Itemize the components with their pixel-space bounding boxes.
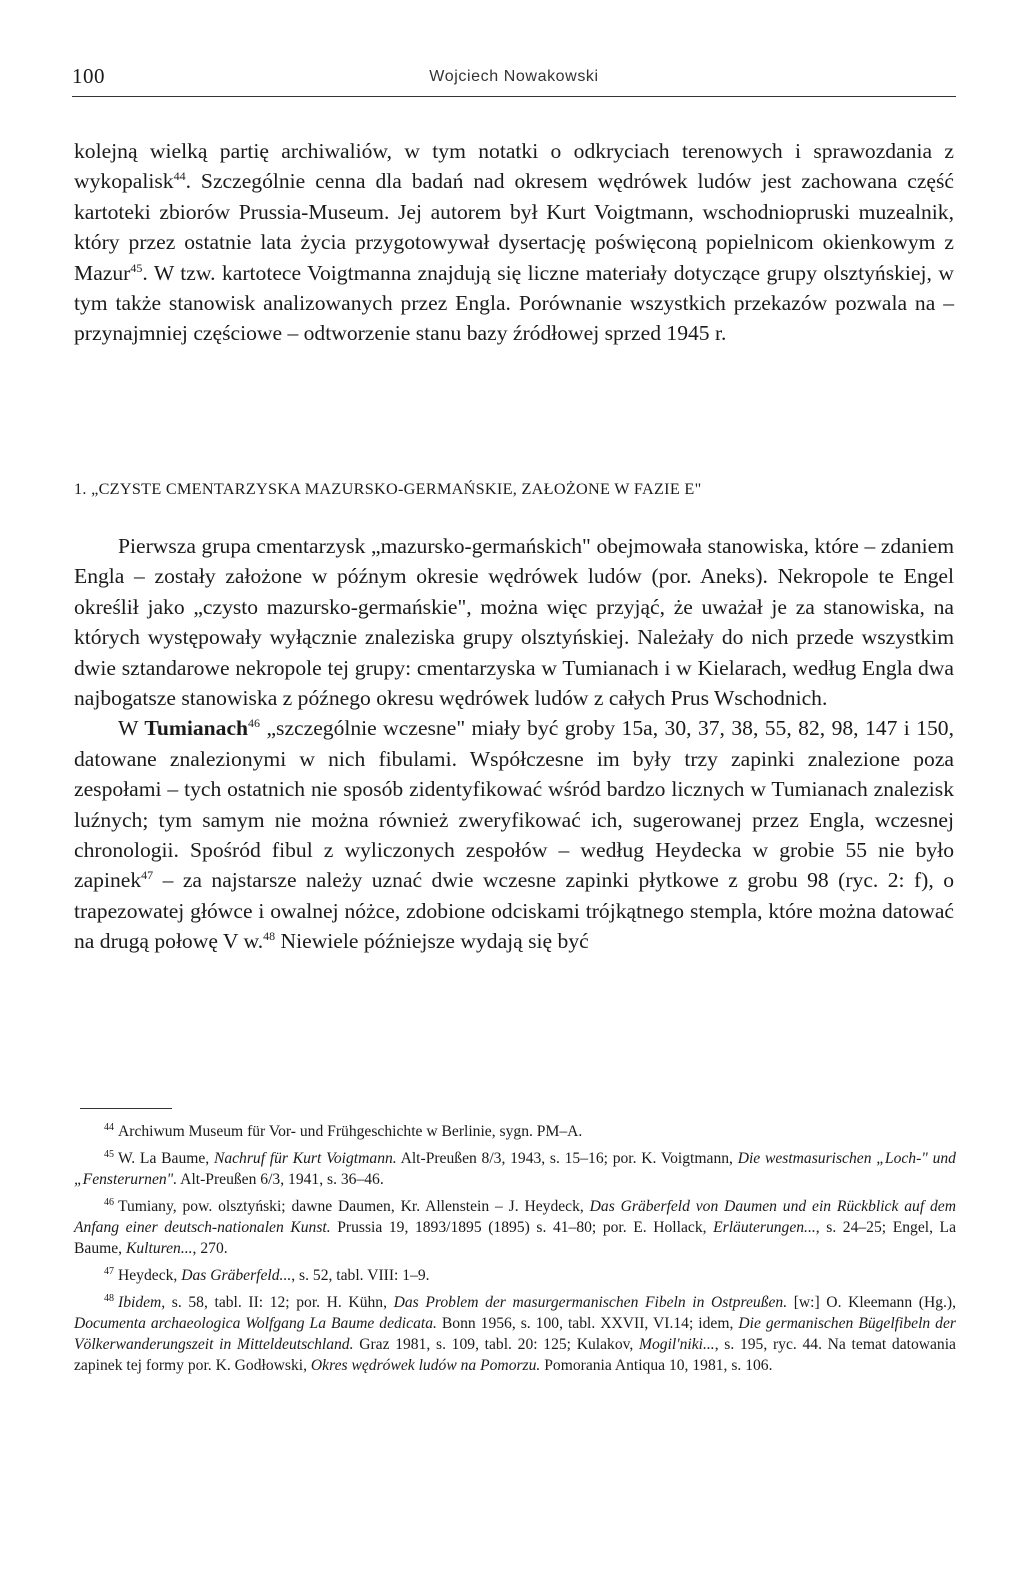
para2-text-1: „szczególnie wczesne" miały być groby 15a, 30, 37, 38, 55, 82, 98, 147 i 150, datowane znalezionymi w nich fibulami. Współczesne im były trzy zapinki znalezione poza zespołami – tych ostatnich nie sposób zidentyfikować wśród bardzo licznych w Tumianach znalezisk luźnych; tym samym nie można również zweryfikować ich, sugerowanej przez Engla, wczesnej chronologii. Spośród fibul z wyliczonych zespołów – według Heydecka w grobie 55 nie było zapinek bbox=[74, 716, 955, 893]
footnote-ref-48: 48 bbox=[263, 929, 276, 944]
footnote-text: Prussia 19, 1893/1895 (1895) s. 41–80; por. E. Hollack, bbox=[330, 1219, 714, 1236]
footnote-text: , s. 52, tabl. VIII: 1–9. bbox=[291, 1267, 430, 1284]
footnote-divider bbox=[80, 1108, 172, 1109]
place-name-tumiany: Tumianach bbox=[144, 716, 249, 741]
citation-title: Die westmasurischen „Loch-" und „Fensterurnen". bbox=[74, 1150, 956, 1188]
footnote-text: Bonn 1956, s. 100, tabl. XXVII, VI.14; idem, bbox=[436, 1315, 739, 1332]
footnote-text: Pomorania Antiqua 10, 1981, s. 106. bbox=[540, 1357, 773, 1374]
footnote-text: Alt-Preußen 8/3, 1943, s. 15–16; por. K. Voigtmann, bbox=[396, 1150, 738, 1167]
footnote-46 bbox=[74, 1192, 956, 1259]
footnote-number: 46 bbox=[104, 1197, 114, 1208]
footnote-47 bbox=[74, 1261, 956, 1286]
intro-text-3: . W tzw. kartotece Voigtmanna znajdują się liczne materiały dotyczące grupy olsztyńskiej, w tym także stanowisk analizowanych przez Engla. Porównanie wszystkich przekazów pozwala na – przynajmniej częściowe – odtworzenie stanu bazy źródłowej sprzed 1945 r. bbox=[74, 260, 954, 346]
intro-text-2: . Szczególnie cenna dla badań nad okresem wędrówek ludów jest zachowana część kartoteki zbiorów Prussia-Museum. Jej autorem był Kurt Voigtmann, wschodniopruski muzealnik, który przez ostatnie lata życia przygotowywał dysertację poświęconą popielnicom okienkowym z Mazur bbox=[74, 169, 954, 285]
citation-title: Ibidem, bbox=[118, 1294, 166, 1311]
footnote-text: [w:] O. Kleemann (Hg.), bbox=[787, 1294, 957, 1311]
footnote-text: Graz 1981, s. 109, tabl. 20: 125; Kulakov, bbox=[353, 1336, 640, 1353]
footnote-ref-47: 47 bbox=[141, 868, 154, 883]
intro-paragraph bbox=[74, 136, 954, 349]
footnote-text: , 270. bbox=[192, 1240, 228, 1257]
footnote-text: , s. 195, ryc. 44. Na temat datowania zapinek tej formy por. K. Godłowski, bbox=[74, 1336, 956, 1374]
para2-lead: W bbox=[118, 716, 145, 741]
footnotes bbox=[74, 1117, 956, 1378]
footnote-44 bbox=[74, 1117, 956, 1142]
intro-text-1: kolejną wielką partię archiwaliów, w tym notatki o odkryciach terenowych i sprawozdania z wykopalisk bbox=[74, 139, 954, 194]
paragraph-1: Pierwsza grupa cmentarzysk „mazursko-germańskich" obejmowała stanowiska, które – zdaniem Engla – zostały założone w późnym okresie wędrówek ludów (por. Aneks). Nekropole te Engel określił jako „czysto mazursko-germańskie", można więc przyjąć, że uważał je za stanowiska, na których występowały wyłącznie znaleziska grupy olsztyńskiej. Należały do nich przede wszystkim dwie sztandarowe nekropole tej grupy: cmentarzyska w Tumianach i w Kielarach, według Engla dwa najbogatsze stanowiska z późnego okresu wędrówek ludów z całych Prus Wschodnich. bbox=[74, 534, 954, 711]
page-number: 100 bbox=[72, 64, 105, 88]
footnote-text: , s. 24–25; Engel, La Baume, bbox=[74, 1219, 956, 1257]
footnote-48 bbox=[74, 1288, 956, 1376]
para2-text-2: – za najstarsze należy uznać dwie wczesne zapinki płytkowe z grobu 98 (ryc. 2: f), o trapezowatej główce i owalnej nóżce, zdobione odciskami trójkątnego stempla, które można datować na drugą połowę V w. bbox=[74, 868, 954, 954]
footnote-text: s. 58, tabl. II: 12; por. H. Kühn, bbox=[165, 1294, 394, 1311]
citation-title: Mogil'niki... bbox=[639, 1336, 715, 1353]
footnote-text: Tumiany, pow. olsztyński; dawne Daumen, Kr. Allenstein – J. Heydeck, bbox=[118, 1198, 590, 1215]
citation-title: Die germanischen Bügelfibeln der Völkerwanderungszeit in Mitteldeutschland. bbox=[74, 1315, 956, 1353]
page-header bbox=[72, 62, 956, 97]
citation-title: Das Gräberfeld von Daumen und ein Rückblick auf dem Anfang einer deutsch-nationalen Kunst. bbox=[74, 1198, 956, 1236]
footnote-text: Alt-Preußen 6/3, 1941, s. 36–46. bbox=[177, 1171, 384, 1188]
main-text bbox=[74, 531, 954, 957]
footnote-text: Heydeck, bbox=[118, 1267, 182, 1284]
footnote-ref-45: 45 bbox=[130, 260, 143, 275]
footnote-ref-46: 46 bbox=[248, 716, 261, 731]
footnote-number: 47 bbox=[104, 1266, 114, 1277]
footnote-number: 48 bbox=[104, 1293, 114, 1304]
citation-title: Das Problem der masurgermanischen Fibeln in Ostpreußen. bbox=[393, 1294, 788, 1311]
citation-title: Das Gräberfeld... bbox=[181, 1267, 292, 1284]
citation-title: Nachruf für Kurt Voigtmann. bbox=[213, 1150, 397, 1167]
citation-title: Erläuterungen... bbox=[713, 1219, 816, 1236]
citation-title: Kulturen... bbox=[125, 1240, 193, 1257]
running-head-author: Wojciech Nowakowski bbox=[429, 68, 599, 85]
footnote-text: Archiwum Museum für Vor- und Frühgeschichte w Berlinie, sygn. PM–A. bbox=[118, 1123, 583, 1140]
footnote-ref-44: 44 bbox=[173, 169, 186, 184]
paragraph-2 bbox=[74, 713, 954, 956]
footnote-45 bbox=[74, 1144, 956, 1190]
footnote-number: 45 bbox=[104, 1149, 114, 1160]
footnote-number: 44 bbox=[104, 1122, 114, 1133]
citation-title: Documenta archaeologica Wolfgang La Baume dedicata. bbox=[74, 1315, 437, 1332]
para2-text-3: Niewiele późniejsze wydają się być bbox=[275, 929, 589, 954]
citation-title: Okres wędrówek ludów na Pomorzu. bbox=[310, 1357, 541, 1374]
section-heading: 1. „CZYSTE CMENTARZYSKA MAZURSKO-GERMAŃSKIE, ZAŁOŻONE W FAZIE E" bbox=[74, 480, 702, 498]
footnote-text: W. La Baume, bbox=[118, 1150, 214, 1167]
